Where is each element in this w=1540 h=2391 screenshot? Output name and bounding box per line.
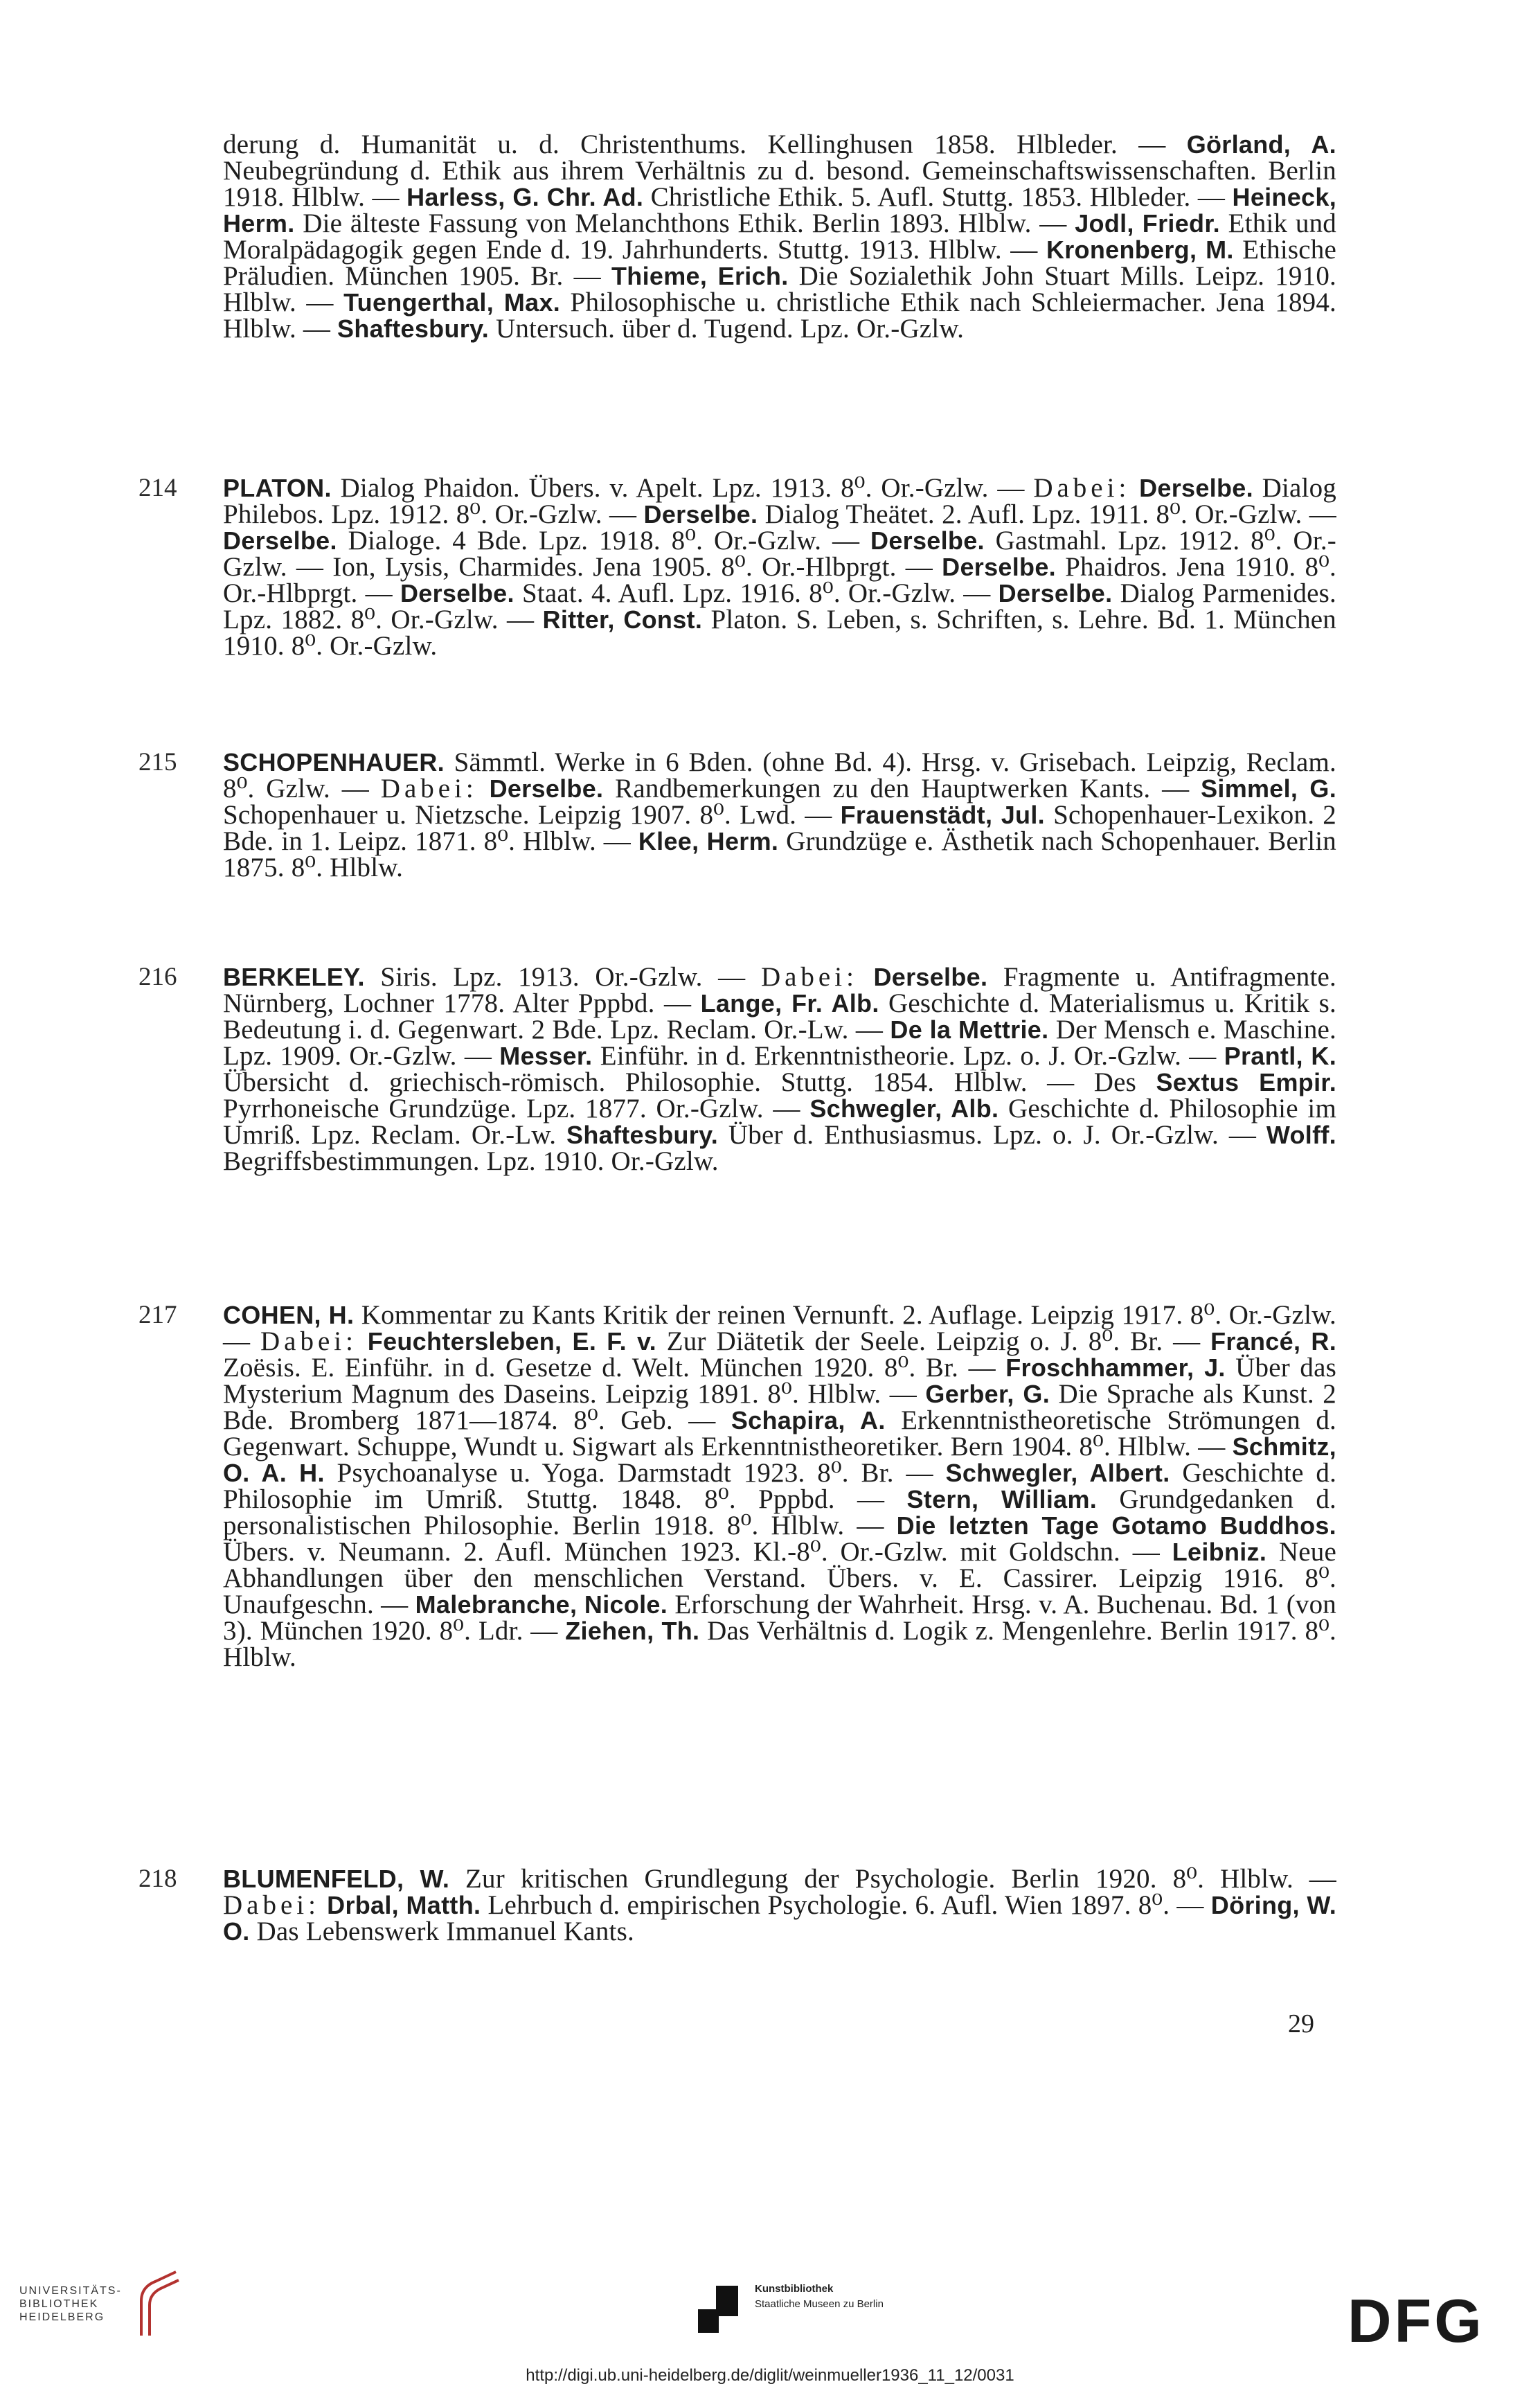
author-name: Froschhammer, J. [1005,1353,1226,1382]
entry-text [223,964,1336,1175]
entry-text-segment: Über das Mysterium Magnum des Daseins. Leipzig 1891. 8⁰. Hlblw. — [223,1353,1337,1409]
source-url[interactable]: http://digi.ub.uni-heidelberg.de/diglit/weinmueller1936_11_12/0031 [526,2366,1014,2385]
entry-text-segment: Der Mensch e. Maschine. Lpz. 1909. Or.-Gzlw. — [223,1015,1336,1071]
entry-text-segment: Staat. 4. Aufl. Lpz. 1916. 8⁰. Or.-Gzlw. — [514,578,999,608]
entry-text-segment: Begriffsbestimmungen. Lpz. 1910. Or.-Gzlw. [223,1146,719,1176]
entry-text-segment: Dialog Theätet. 2. Aufl. Lpz. 1911. 8⁰. Or.-Gzlw. — [758,499,1336,529]
entry-text-segment: Erkenntnistheoretische Strömungen d. Gegenwart. Schuppe, Wundt u. Sigwart als Erkenntnistheoretiker. Bern 1904. 8⁰. Hlblw. — [223,1405,1337,1461]
entry-text-segment: Die Sozialethik John Stuart Mills. Leipz. 1910. Hlblw. — [223,261,1336,317]
author-name: Ritter, Const. [542,605,703,634]
entry-text-segment: Untersuch. über d. Tugend. Lpz. Or.-Gzlw. [489,314,965,344]
author-name: COHEN, H. [223,1301,355,1329]
author-name: Prantl, K. [1224,1042,1336,1070]
author-name: Schwegler, Alb. [809,1094,999,1123]
entry-text-segment: Das Lebenswerk Immanuel Kants. [249,1917,634,1946]
entry-text-segment: Philosophische u. christliche Ethik nach Schleiermacher. Jena 1894. Hlblw. — [223,287,1336,344]
lot-number: 216 [138,963,177,991]
kunstbibliothek-subtitle: Staatliche Museen zu Berlin [755,2298,884,2310]
author-name: Derselbe. [400,579,514,607]
author-name: Derselbe. [873,963,988,991]
author-name: BERKELEY. [223,963,365,991]
entry-text [223,475,1336,659]
author-name: Feuchtersleben, E. F. v. [367,1327,656,1356]
author-name: Derselbe. [489,774,604,803]
lot-number: 218 [138,1865,177,1893]
entry-text-segment: Platon. S. Leben, s. Schriften, s. Lehre. Bd. 1. München 1910. 8⁰. Or.-Gzlw. [223,605,1336,661]
entry-text-segment: Neue Abhandlungen über den menschlichen Verstand. Übers. v. E. Cassirer. Leipzig 1916. 8⁰. Unaufgeschn. — [223,1537,1336,1619]
kunstbibliothek-label [755,2282,884,2312]
author-name: Lange, Fr. Alb. [700,989,879,1017]
entry-text-segment: Übersicht d. griechisch-römisch. Philosophie. Stuttg. 1854. Hlblw. — Des [223,1067,1156,1097]
author-name: BLUMENFELD, W. [223,1865,450,1893]
author-name: Malebranche, Nicole. [415,1590,668,1619]
author-name: Derselbe. [870,526,985,555]
author-name: Drbal, Matth. [327,1891,481,1919]
author-name: Derselbe. [643,500,758,528]
entry-text-segment: Dialoge. 4 Bde. Lpz. 1918. 8⁰. Or.-Gzlw. — [337,526,871,555]
university-logo-icon [136,2266,184,2343]
page-number: 29 [1288,2009,1314,2038]
entry-text-segment: Grundzüge e. Ästhetik nach Schopenhauer. Berlin 1875. 8⁰. Hlblw. [223,826,1336,882]
entry-text-segment: Über d. Enthusiasmus. Lpz. o. J. Or.-Gzlw. — [718,1120,1266,1150]
university-library-label [19,2284,122,2324]
author-name: Klee, Herm. [638,827,779,855]
author-name: Jodl, Friedr. [1075,209,1220,238]
entry-text-segment: derung d. Humanität u. d. Christenthums. Kellinghusen 1858. Hlbleder. — [223,130,1187,159]
entry-text-segment: Siris. Lpz. 1913. Or.-Gzlw. — [364,962,761,992]
author-name: Kronenberg, M. [1046,235,1234,264]
author-name: PLATON. [223,474,332,502]
author-name: Schwegler, Albert. [945,1459,1170,1487]
author-name: Wolff. [1266,1121,1336,1149]
author-name: Stern, William. [906,1485,1098,1513]
entry-text-segment [320,1890,327,1920]
dabei-label: Dabei: [760,962,858,992]
entry-text-segment [357,1326,368,1356]
author-name: Derselbe. [998,579,1113,607]
entry-text-segment: Übers. v. Neumann. 2. Aufl. München 1923. Kl.-8⁰. Or.-Gzlw. mit Goldschn. — [223,1537,1172,1567]
entry-text-segment: Grundgedanken d. personalistischen Philosophie. Berlin 1918. 8⁰. Hlblw. — [223,1484,1336,1540]
author-name: Shaftesbury. [566,1121,719,1149]
entry-text-segment: Psychoanalyse u. Yoga. Darmstadt 1923. 8⁰. Br. — [324,1458,946,1488]
kunstbibliothek-title: Kunstbibliothek [755,2283,834,2295]
entry-text-segment: Schopenhauer-Lexikon. 2 Bde. in 1. Leipz. 1871. 8⁰. Hlblw. — [223,800,1336,856]
entry-text-segment: Erforschung der Wahrheit. Hrsg. v. A. Buchenau. Bd. 1 (von 3). München 1920. 8⁰. Ldr. — [223,1590,1336,1646]
entry-text [223,1302,1336,1671]
author-name: Messer. [499,1042,593,1070]
entry-text-segment: Christliche Ethik. 5. Aufl. Stuttg. 1853. Hlbleder. — [643,182,1233,212]
entry-text-segment: Geschichte d. Philosophie im Umriß. Lpz. Reclam. Or.-Lw. [223,1094,1336,1150]
entry-text-segment: Lehrbuch d. empirischen Psychologie. 6. Aufl. Wien 1897. 8⁰. — [481,1890,1211,1920]
entry-text [223,749,1336,881]
entry-text-segment: Zoësis. E. Einführ. in d. Gesetze d. Welt. München 1920. 8⁰. Br. — [223,1353,1006,1383]
author-name: Gerber, G. [925,1380,1050,1408]
entry-text-segment: Neubegründung d. Ethik aus ihrem Verhältnis zu d. besond. Gemeinschaftswissenschaften. Berlin 1918. Hlblw. — [223,156,1336,212]
entry-text-segment: Randbemerkungen zu den Hauptwerken Kants. — [603,774,1201,803]
author-name: Derselbe. [1139,474,1253,502]
dabei-label: Dabei: [1033,473,1131,503]
entry-text-segment: Dialog Phaidon. Übers. v. Apelt. Lpz. 1913. 8⁰. Or.-Gzlw. — [331,473,1034,503]
entry-text-segment: Phaidros. Jena 1910. 8⁰. Or.-Hlbprgt. — [223,552,1336,608]
author-name: Döring, W. O. [223,1891,1336,1946]
entry-text-segment: Zur Diätetik der Seele. Leipzig o. J. 8⁰. Br. — [656,1326,1211,1356]
author-name: Harless, G. Chr. Ad. [406,183,644,211]
lot-number: 214 [138,474,177,502]
lot-number: 217 [138,1301,177,1329]
entry-text-segment: Die Sprache als Kunst. 2 Bde. Bromberg 1871—1874. 8⁰. Geb. — [223,1379,1336,1435]
dfg-logo: DFG [1348,2286,1485,2355]
university-line: UNIVERSITÄTS- [19,2285,122,2297]
dabei-label: Dabei: [260,1326,357,1356]
entry-text-segment [858,962,874,992]
entry-text [223,132,1336,342]
entry-text-segment: Schopenhauer u. Nietzsche. Leipzig 1907. 8⁰. Lwd. — [223,800,841,830]
author-name: Sextus Empir. [1156,1068,1336,1096]
author-name: Frauenstädt, Jul. [840,801,1045,829]
lot-number: 215 [138,748,177,776]
author-name: Schapira, A. [731,1406,886,1434]
entry-text-segment: Dialog Parmenides. Lpz. 1882. 8⁰. Or.-Gzlw. — [223,578,1336,634]
entry-text-segment: Dialog Philebos. Lpz. 1912. 8⁰. Or.-Gzlw. — [223,473,1336,529]
entry-text-segment: Kommentar zu Kants Kritik der reinen Vernunft. 2. Auflage. Leipzig 1917. 8⁰. Or.-Gzlw. — [223,1300,1336,1356]
entry-text-segment: Geschichte d. Materialismus u. Kritik s. Bedeutung i. d. Gegenwart. 2 Bde. Lpz. Reclam. Or.-Lw. — [223,988,1336,1045]
kunstbibliothek-logo-icon [698,2286,741,2334]
entry-text-segment: Ethik und Moralpädagogik gegen Ende d. 19. Jahrhunderts. Stuttg. 1913. Hlblw. — [223,208,1337,265]
entry-text-segment: Einführ. in d. Erkenntnistheorie. Lpz. o. J. Or.-Gzlw. — [592,1041,1224,1071]
entry-text-segment: Sämmtl. Werke in 6 Bden. (ohne Bd. 4). Hrsg. v. Grisebach. Leipzig, Reclam. 8⁰. Gzlw. — [223,747,1336,803]
university-line: BIBLIOTHEK [19,2298,99,2310]
entry-text-segment [478,774,490,803]
author-name: Francé, R. [1210,1327,1337,1356]
author-name: Görland, A. [1186,130,1336,159]
author-name: Shaftesbury. [337,314,490,343]
author-name: Derselbe. [223,526,337,555]
entry-text-segment: Gastmahl. Lpz. 1912. 8⁰. Or.-Gzlw. — Ion, Lysis, Charmides. Jena 1905. 8⁰. Or.-Hlbprgt. — [223,526,1336,582]
dabei-label: Dabei: [223,1890,320,1920]
dabei-label: Dabei: [380,774,478,803]
author-name: De la Mettrie. [890,1015,1049,1044]
author-name: Ziehen, Th. [565,1617,700,1645]
author-name: Leibniz. [1172,1538,1267,1566]
author-name: Derselbe. [942,553,1056,581]
entry-text-segment: Das Verhältnis d. Logik z. Mengenlehre. Berlin 1917. 8⁰. Hlblw. [223,1616,1336,1672]
digitization-footer [0,2244,1540,2391]
university-line: HEIDELBERG [19,2311,105,2323]
author-name: Simmel, G. [1201,774,1336,803]
entry-text-segment: Pyrrhoneische Grundzüge. Lpz. 1877. Or.-Gzlw. — [223,1094,810,1123]
author-name: Thieme, Erich. [611,262,789,290]
entry-text-segment: Geschichte d. Philosophie im Umriß. Stuttg. 1848. 8⁰. Pppbd. — [223,1458,1337,1514]
entry-text [223,1866,1336,1945]
entry-text-segment: Fragmente u. Antifragmente. Nürnberg, Lochner 1778. Alter Pppbd. — [223,962,1336,1018]
entry-text-segment [1130,473,1139,503]
author-name: SCHOPENHAUER. [223,748,445,776]
entry-text-segment: Ethische Präludien. München 1905. Br. — [223,235,1336,291]
author-name: Tuengerthal, Max. [343,288,561,317]
author-name: Die letzten Tage Gotamo Buddhos. [896,1511,1336,1540]
entry-text-segment: Die älteste Fassung von Melanchthons Ethik. Berlin 1893. Hlblw. — [294,208,1075,238]
entry-text-segment: Zur kritischen Grundlegung der Psychologie. Berlin 1920. 8⁰. Hlblw. — [449,1864,1336,1894]
author-name: Schmitz, O. A. H. [223,1432,1336,1487]
author-name: Heineck, Herm. [223,183,1336,238]
